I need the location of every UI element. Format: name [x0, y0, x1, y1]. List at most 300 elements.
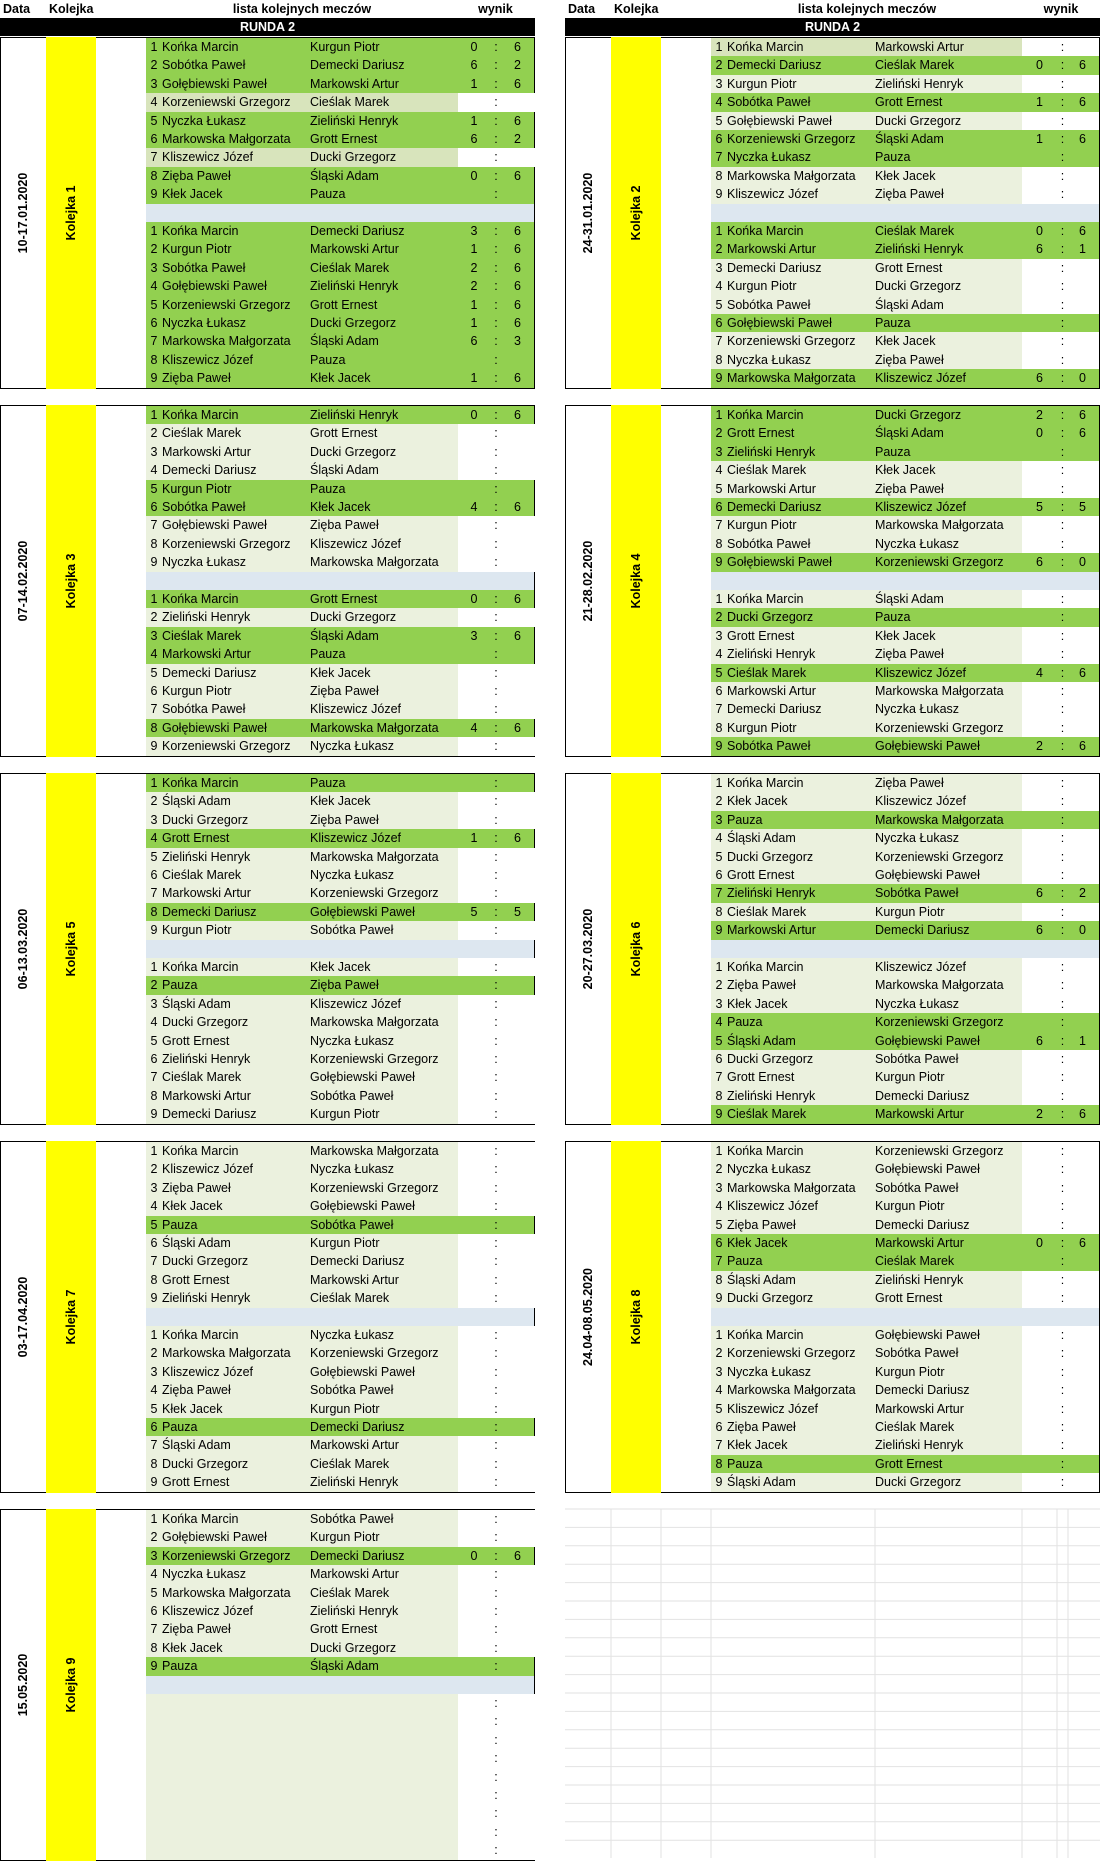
- score-away[interactable]: 6: [514, 1548, 521, 1563]
- player-away: Grott Ernest: [875, 95, 943, 110]
- score-home[interactable]: 1: [470, 297, 478, 312]
- match-number: 4: [150, 1199, 158, 1214]
- score-separator: :: [494, 371, 498, 386]
- score-away[interactable]: 6: [514, 279, 521, 294]
- score-separator: :: [1060, 868, 1065, 882]
- score-away[interactable]: 6: [1079, 95, 1086, 110]
- player-home: Kurgun Piotr: [162, 481, 232, 496]
- player-away: Korzeniewski Grzegorz: [875, 555, 1004, 570]
- player-away: Kurgun Piotr: [875, 1364, 945, 1379]
- match-row: [146, 700, 534, 718]
- player-away: Kliszewicz Józef: [875, 371, 966, 386]
- match-row: [146, 903, 534, 921]
- player-home: Końka Marcin: [162, 224, 239, 238]
- match-number: 1: [715, 1144, 723, 1158]
- score-separator: :: [1060, 463, 1065, 478]
- player-away: Kliszewicz Józef: [310, 536, 401, 551]
- player-home: Demecki Dariusz: [727, 500, 822, 514]
- score-away[interactable]: 2: [514, 132, 521, 146]
- player-home: Zieliński Henryk: [162, 610, 251, 625]
- score-away[interactable]: 0: [1079, 555, 1086, 570]
- match-number: 4: [150, 463, 158, 478]
- match-row: [146, 1363, 534, 1381]
- match-number: 9: [715, 1107, 723, 1122]
- match-number: 9: [715, 739, 723, 754]
- score-separator: :: [494, 352, 498, 367]
- player-home: Śląski Adam: [162, 1236, 231, 1250]
- score-home[interactable]: 6: [470, 334, 478, 349]
- match-number: 7: [150, 1070, 158, 1085]
- player-away: Śląski Adam: [875, 426, 944, 441]
- player-away: Cieślak Marek: [310, 1291, 390, 1306]
- match-number: 7: [150, 1622, 158, 1637]
- score-away[interactable]: 6: [514, 40, 521, 54]
- score-away[interactable]: 6: [514, 76, 521, 91]
- match-row: [146, 516, 534, 534]
- match-number: 2: [715, 1346, 723, 1361]
- match-row: [146, 259, 534, 277]
- match-number: 3: [150, 628, 158, 643]
- player-away: Kurgun Piotr: [310, 1107, 380, 1122]
- match-number: 2: [150, 1162, 158, 1177]
- player-home: Zieliński Henryk: [727, 647, 816, 662]
- score-home[interactable]: 2: [470, 260, 478, 275]
- match-row: [146, 1326, 534, 1344]
- player-away: Demecki Dariusz: [310, 1548, 405, 1563]
- match-row: [711, 976, 1099, 994]
- player-home: Sobótka Paweł: [162, 500, 246, 514]
- player-away: Zieliński Henryk: [875, 1272, 964, 1287]
- player-away: Ducki Grzegorz: [875, 113, 962, 128]
- player-away: Markowski Artur: [875, 40, 964, 54]
- player-away: Markowska Małgorzata: [875, 978, 1004, 993]
- score-home[interactable]: 2: [470, 279, 478, 294]
- player-home: Cieślak Marek: [727, 1107, 807, 1122]
- player-home: Końka Marcin: [162, 1144, 239, 1158]
- score-away[interactable]: 6: [514, 242, 521, 257]
- player-away: Korzeniewski Grzegorz: [310, 1052, 439, 1066]
- match-row: [146, 93, 534, 111]
- player-home: Sobótka Paweł: [162, 702, 246, 717]
- score-home[interactable]: 1: [470, 113, 478, 128]
- kolejka-label: Kolejka 5: [64, 921, 78, 977]
- match-number: 3: [150, 76, 158, 91]
- match-row: [711, 1326, 1099, 1344]
- player-away: Nyczka Łukasz: [875, 831, 960, 846]
- score-separator: :: [494, 1696, 498, 1710]
- player-away: Korzeniewski Grzegorz: [875, 849, 1004, 864]
- player-away: Zieliński Henryk: [310, 1604, 399, 1618]
- match-row: [146, 1050, 534, 1068]
- player-away: Sobótka Paweł: [875, 1346, 959, 1361]
- score-home[interactable]: 6: [470, 132, 478, 146]
- score-away[interactable]: 5: [514, 904, 521, 919]
- match-number: 1: [150, 776, 158, 790]
- player-away: Kłek Jacek: [875, 628, 936, 643]
- score-away[interactable]: 6: [514, 500, 521, 514]
- score-separator: :: [494, 978, 498, 993]
- score-away[interactable]: 5: [1079, 500, 1086, 514]
- score-separator: :: [1060, 1272, 1065, 1287]
- match-row: [146, 1473, 534, 1491]
- match-row: [711, 314, 1099, 332]
- score-away[interactable]: 6: [1079, 739, 1086, 754]
- player-away: Pauza: [875, 444, 911, 459]
- match-row: [711, 1252, 1099, 1270]
- match-number: 3: [715, 628, 723, 643]
- score-home[interactable]: 1: [470, 316, 478, 330]
- player-away: Gołębiewski Paweł: [310, 1199, 415, 1214]
- player-away: Kurgun Piotr: [875, 1199, 945, 1214]
- score-home[interactable]: 1: [470, 831, 478, 846]
- match-row: [711, 1381, 1099, 1399]
- match-number: 2: [715, 242, 723, 257]
- score-home[interactable]: 4: [1036, 665, 1043, 680]
- match-row: [146, 56, 534, 74]
- score-home[interactable]: 6: [1036, 886, 1043, 901]
- score-home[interactable]: 5: [470, 904, 478, 919]
- match-row: [711, 1289, 1099, 1307]
- score-separator: :: [494, 444, 498, 459]
- player-home: Korzeniewski Grzegorz: [727, 132, 856, 146]
- player-away: Kurgun Piotr: [310, 1530, 380, 1545]
- score-home[interactable]: 0: [1036, 58, 1043, 73]
- player-home: Kliszewicz Józef: [727, 187, 818, 202]
- score-separator: :: [1060, 794, 1065, 809]
- score-home[interactable]: 4: [470, 500, 478, 514]
- match-row: [711, 884, 1099, 902]
- score-home[interactable]: 0: [470, 40, 478, 54]
- score-away[interactable]: 6: [1079, 408, 1086, 422]
- player-away: Śląski Adam: [875, 132, 944, 146]
- score-separator: :: [494, 849, 498, 864]
- player-away: Markowska Małgorzata: [310, 720, 439, 735]
- score-away[interactable]: 6: [514, 371, 521, 386]
- player-away: Nyczka Łukasz: [310, 1033, 395, 1048]
- score-home[interactable]: 0: [470, 168, 478, 183]
- match-row: [711, 369, 1099, 387]
- score-separator: :: [494, 316, 498, 330]
- score-home[interactable]: 3: [470, 224, 478, 238]
- score-away[interactable]: 6: [514, 408, 521, 422]
- score-away[interactable]: 6: [1079, 224, 1086, 238]
- score-home[interactable]: 1: [1036, 95, 1043, 110]
- score-home[interactable]: 2: [1036, 739, 1043, 754]
- score-home[interactable]: 0: [1036, 224, 1043, 238]
- score-away[interactable]: 1: [1079, 242, 1086, 257]
- player-home: Pauza: [727, 1456, 763, 1471]
- score-home[interactable]: 6: [1036, 923, 1043, 938]
- match-row: [146, 1068, 534, 1086]
- match-number: 5: [715, 1401, 723, 1416]
- match-number: 7: [715, 334, 723, 349]
- score-away[interactable]: 6: [1079, 132, 1086, 146]
- match-row: [711, 792, 1099, 810]
- player-away: Gołębiewski Paweł: [875, 1162, 980, 1177]
- match-number: 1: [715, 1328, 723, 1342]
- player-home: Zięba Paweł: [162, 168, 231, 183]
- player-away: Zięba Paweł: [310, 812, 379, 827]
- player-away: Grott Ernest: [875, 1291, 943, 1306]
- player-home: Gołębiewski Paweł: [162, 720, 267, 735]
- match-number: 1: [715, 960, 723, 974]
- player-away: Grott Ernest: [310, 1622, 378, 1637]
- score-separator: :: [1060, 1383, 1065, 1398]
- player-away: Demecki Dariusz: [875, 1217, 970, 1232]
- match-row: [146, 1216, 534, 1234]
- match-number: 2: [715, 610, 723, 625]
- score-separator: :: [494, 592, 498, 606]
- player-home: Ducki Grzegorz: [162, 1456, 249, 1471]
- match-number: 8: [715, 1456, 723, 1471]
- player-home: Ducki Grzegorz: [162, 812, 249, 827]
- player-home: Markowski Artur: [162, 647, 251, 662]
- player-away: Kurgun Piotr: [310, 1236, 380, 1250]
- match-row: [146, 480, 534, 498]
- score-home[interactable]: 0: [470, 1548, 478, 1563]
- match-row: [711, 1032, 1099, 1050]
- player-away: Grott Ernest: [310, 132, 378, 146]
- score-separator: :: [494, 1162, 498, 1177]
- player-away: Ducki Grzegorz: [310, 1640, 397, 1655]
- player-home: Korzeniewski Grzegorz: [162, 297, 291, 312]
- player-home: Markowski Artur: [162, 1088, 251, 1103]
- score-separator: :: [1060, 536, 1065, 551]
- score-away[interactable]: 6: [514, 592, 521, 606]
- match-row: [711, 112, 1099, 130]
- score-separator: :: [1060, 1217, 1065, 1232]
- header-lista-left: lista kolejnych meczów: [232, 2, 372, 16]
- score-away[interactable]: 3: [514, 334, 521, 349]
- player-away: Demecki Dariusz: [875, 1088, 970, 1103]
- player-home: Pauza: [162, 1659, 198, 1674]
- match-row: [711, 406, 1099, 424]
- score-away[interactable]: 0: [1079, 923, 1086, 938]
- score-separator: :: [494, 960, 498, 974]
- match-number: 4: [150, 1015, 158, 1030]
- player-home: Kliszewicz Józef: [162, 1604, 253, 1618]
- kolejka-label: Kolejka 9: [64, 1657, 78, 1713]
- match-row: [146, 848, 534, 866]
- match-row: [146, 627, 534, 645]
- score-away[interactable]: 1: [1079, 1033, 1086, 1048]
- score-away[interactable]: 6: [1079, 1107, 1086, 1122]
- match-number: 8: [715, 904, 723, 919]
- score-separator: :: [494, 40, 498, 54]
- player-home: Końka Marcin: [727, 960, 804, 974]
- player-away: Kliszewicz Józef: [310, 702, 401, 717]
- match-number: 6: [150, 1604, 158, 1618]
- match-number: 3: [150, 996, 158, 1011]
- score-separator: :: [1060, 1236, 1065, 1250]
- player-home: Końka Marcin: [727, 776, 804, 790]
- score-separator: :: [494, 1015, 498, 1030]
- score-home[interactable]: 1: [470, 76, 478, 91]
- player-home: Śląski Adam: [162, 996, 231, 1011]
- match-row: [711, 1105, 1099, 1123]
- match-number: 4: [715, 1015, 723, 1030]
- match-row: [146, 553, 534, 571]
- score-away[interactable]: 6: [1079, 1236, 1086, 1250]
- score-separator: :: [494, 1843, 498, 1858]
- player-away: Sobótka Paweł: [875, 1180, 959, 1195]
- date-cell: [567, 37, 609, 389]
- match-number: 2: [715, 794, 723, 809]
- score-home[interactable]: 6: [1036, 371, 1043, 386]
- player-away: Demecki Dariusz: [875, 923, 970, 938]
- score-away[interactable]: 6: [514, 720, 521, 735]
- match-number: 2: [150, 426, 158, 441]
- score-separator: :: [494, 113, 498, 128]
- score-separator: :: [1060, 224, 1065, 238]
- score-away[interactable]: 6: [514, 316, 521, 330]
- player-away: Demecki Dariusz: [310, 224, 405, 238]
- player-away: Markowska Małgorzata: [310, 1144, 439, 1158]
- score-home[interactable]: 6: [1036, 1033, 1043, 1048]
- score-home[interactable]: 0: [1036, 426, 1043, 441]
- player-home: Nyczka Łukasz: [162, 113, 247, 128]
- player-home: Pauza: [162, 1217, 198, 1232]
- match-row: [146, 995, 534, 1013]
- player-home: Nyczka Łukasz: [162, 555, 247, 570]
- player-home: Ducki Grzegorz: [162, 1015, 249, 1030]
- match-number: 9: [150, 1291, 158, 1306]
- player-home: Końka Marcin: [162, 592, 239, 606]
- score-home[interactable]: 0: [470, 592, 478, 606]
- match-row: [146, 1455, 534, 1473]
- player-home: Kurgun Piotr: [727, 720, 797, 735]
- score-separator: :: [494, 1438, 498, 1453]
- player-home: Markowska Małgorzata: [727, 168, 856, 183]
- match-row: [146, 1179, 534, 1197]
- score-away[interactable]: 2: [1079, 886, 1086, 901]
- player-home: Demecki Dariusz: [727, 260, 822, 275]
- date-cell: [567, 405, 609, 757]
- score-separator: :: [494, 481, 498, 496]
- player-home: Cieślak Marek: [162, 868, 242, 882]
- score-home[interactable]: 4: [470, 720, 478, 735]
- match-number: 9: [715, 1291, 723, 1306]
- score-separator: :: [494, 1383, 498, 1398]
- player-away: Kliszewicz Józef: [875, 960, 966, 974]
- date-label: 10-17.01.2020: [16, 172, 30, 254]
- score-home[interactable]: 6: [470, 58, 478, 73]
- score-home[interactable]: 2: [1036, 1107, 1043, 1122]
- match-number: 7: [150, 334, 158, 349]
- match-row: [711, 1436, 1099, 1454]
- score-separator: :: [494, 1070, 498, 1085]
- player-home: Śląski Adam: [727, 1475, 796, 1490]
- score-away[interactable]: 6: [1079, 58, 1086, 73]
- player-away: Demecki Dariusz: [875, 1383, 970, 1398]
- score-separator: :: [494, 1548, 498, 1563]
- player-home: Demecki Dariusz: [162, 1107, 257, 1122]
- score-away[interactable]: 6: [514, 831, 521, 846]
- score-away[interactable]: 6: [1079, 665, 1086, 680]
- match-row: [711, 1344, 1099, 1362]
- match-row: [146, 719, 534, 737]
- score-home[interactable]: 0: [1036, 1236, 1043, 1250]
- score-separator: :: [494, 647, 498, 662]
- score-separator: :: [1060, 812, 1065, 827]
- player-away: Śląski Adam: [875, 592, 944, 606]
- score-away[interactable]: 2: [514, 58, 521, 73]
- player-home: Demecki Dariusz: [162, 463, 257, 478]
- score-away[interactable]: 6: [514, 224, 521, 238]
- player-away: Pauza: [875, 316, 911, 330]
- score-away[interactable]: 6: [1079, 426, 1086, 441]
- score-separator: :: [494, 1604, 498, 1618]
- player-home: Kłek Jacek: [727, 1438, 788, 1453]
- player-home: Ducki Grzegorz: [727, 1291, 814, 1306]
- match-row: [146, 277, 534, 295]
- score-separator: :: [1060, 647, 1065, 662]
- match-row: [146, 1400, 534, 1418]
- kolejka-cell: [46, 1509, 96, 1861]
- score-away[interactable]: 6: [514, 628, 521, 643]
- player-away: Cieślak Marek: [875, 58, 955, 73]
- score-away[interactable]: 6: [514, 168, 521, 183]
- score-away[interactable]: 6: [514, 113, 521, 128]
- player-home: Sobótka Paweł: [727, 95, 811, 110]
- player-away: Gołębiewski Paweł: [310, 904, 415, 919]
- score-home[interactable]: 5: [1036, 500, 1043, 514]
- score-separator: :: [1060, 1328, 1065, 1342]
- round-separator: [711, 572, 1099, 590]
- score-separator: :: [494, 996, 498, 1011]
- header-wynik-left: wynik: [478, 2, 513, 16]
- match-number: 5: [150, 1033, 158, 1048]
- match-row: [146, 1271, 534, 1289]
- player-home: Ducki Grzegorz: [162, 1254, 249, 1269]
- round-separator: [146, 204, 534, 222]
- score-home[interactable]: 1: [1036, 132, 1043, 146]
- score-separator: :: [494, 1144, 498, 1158]
- score-home[interactable]: 6: [1036, 242, 1043, 257]
- player-away: Pauza: [310, 352, 346, 367]
- player-home: Końka Marcin: [162, 776, 239, 790]
- match-number: 6: [715, 684, 723, 698]
- score-home[interactable]: 6: [1036, 555, 1043, 570]
- player-away: Śląski Adam: [310, 463, 379, 478]
- player-away: Zieliński Henryk: [875, 242, 964, 257]
- score-away[interactable]: 6: [514, 297, 521, 312]
- score-separator: :: [1060, 776, 1065, 790]
- match-row: [146, 1234, 534, 1252]
- player-home: Pauza: [162, 978, 198, 993]
- score-home[interactable]: 3: [470, 628, 478, 643]
- match-row: [146, 314, 534, 332]
- kolejka-label: Kolejka 8: [629, 1289, 643, 1345]
- player-home: Kłek Jacek: [162, 187, 223, 202]
- match-number: 6: [150, 132, 158, 146]
- score-home[interactable]: 2: [1036, 408, 1043, 422]
- score-home[interactable]: 0: [470, 408, 478, 422]
- score-separator: :: [1060, 187, 1065, 202]
- match-number: 1: [150, 592, 158, 606]
- round-separator: [146, 1676, 534, 1694]
- match-number: 9: [150, 1107, 158, 1122]
- player-home: Śląski Adam: [727, 1033, 796, 1048]
- score-away[interactable]: 6: [514, 260, 521, 275]
- score-home[interactable]: 1: [470, 242, 478, 257]
- score-separator: :: [494, 1328, 498, 1342]
- match-row: [711, 700, 1099, 718]
- score-separator: :: [494, 720, 498, 735]
- match-number: 4: [715, 647, 723, 662]
- score-away[interactable]: 0: [1079, 371, 1086, 386]
- score-home[interactable]: 1: [470, 371, 478, 386]
